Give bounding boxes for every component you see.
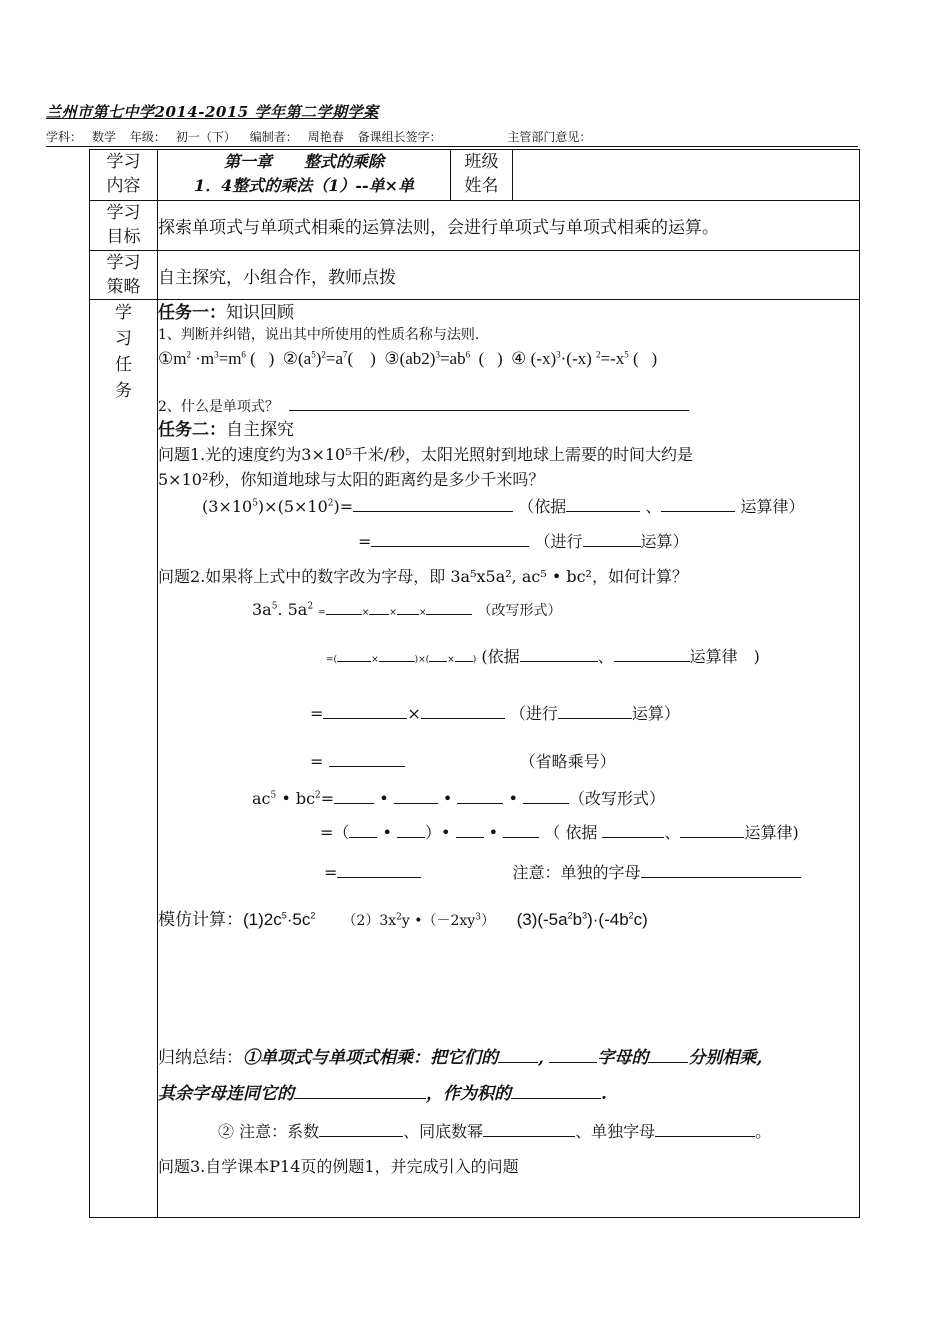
p1-op-blank[interactable] bbox=[583, 530, 641, 547]
lesson-title-cell bbox=[158, 150, 451, 201]
p1-law-blank-1[interactable] bbox=[566, 495, 640, 512]
step3-blank-1[interactable] bbox=[323, 702, 407, 719]
summary-blank-5[interactable] bbox=[511, 1082, 601, 1099]
editor-label: 编制者： bbox=[249, 130, 298, 144]
note2-blank-1[interactable] bbox=[319, 1120, 403, 1137]
task-label-3: 任 bbox=[115, 355, 132, 375]
meta-line bbox=[46, 128, 858, 147]
p2-line: 问题2.如果将上式中的数字改为字母，即 3a⁵x5a², ac⁵ • bc²，如何计算？ bbox=[158, 567, 688, 586]
p2-step3: = × （进行 运算） bbox=[310, 704, 680, 723]
judge-items: $①m^2 \cdot m^3=m^6$ ( ) $②(a^5)^2=a^7$( ) $③(ab2)^3=ab^6$ ( ) ④ $(-x)^3\cdot(-x)$ $^2=-x^5$ ( ) bbox=[158, 349, 658, 368]
content-label-2: 内容 bbox=[106, 176, 141, 196]
summary-line2a: 其余字母连同它的 bbox=[158, 1084, 294, 1104]
summary-line1: 归纳总结：①单项式与单项式相乘：把它们的 , 字母的 分别相乘, bbox=[158, 1048, 763, 1068]
mimic-label: 模仿计算： bbox=[158, 910, 243, 930]
content-label-cell bbox=[90, 150, 158, 201]
note2-mid1: 、同底数幂 bbox=[403, 1122, 484, 1141]
p1-calc2-blank[interactable] bbox=[371, 530, 529, 547]
summary-part1: ①单项式与单项式相乘：把它们的 bbox=[243, 1048, 498, 1068]
p1-calc: $(3\times 10^5)\times(5\times 10^2)=$ （依据 、 运算律） bbox=[202, 497, 805, 516]
task-content-cell bbox=[158, 300, 860, 1218]
task1-title: 任务一： bbox=[158, 303, 226, 323]
step2-blank[interactable] bbox=[455, 645, 473, 662]
q2-blank[interactable] bbox=[289, 394, 689, 411]
summary-blank-4[interactable] bbox=[294, 1082, 426, 1099]
school-header: 兰州市第七中学2014-2015 学年第二学期学案 bbox=[46, 103, 379, 121]
goal-label-1: 学习 bbox=[106, 203, 141, 223]
summary-blank-3[interactable] bbox=[648, 1046, 688, 1063]
lesson-table bbox=[89, 149, 860, 1218]
note2-end: 。 bbox=[755, 1122, 772, 1141]
p2-ac-step3: = 注意：单独的字母 bbox=[158, 850, 859, 896]
p1-law: 运算律） bbox=[740, 497, 805, 516]
task-label-4: 务 bbox=[115, 381, 132, 401]
editor-value: 周艳春 bbox=[307, 130, 344, 144]
note2-mid2: 、单独字母 bbox=[575, 1122, 656, 1141]
p1-calc-blank[interactable] bbox=[353, 495, 513, 512]
step3-blank-2[interactable] bbox=[421, 702, 505, 719]
chapter-title: 第一章 整式的乘除 bbox=[223, 152, 384, 171]
strategy-text: 自主探究，小组合作，教师点拨 bbox=[158, 251, 860, 300]
note-single: 注意：单独的字母 bbox=[512, 863, 641, 882]
ac-rewrite-blank[interactable] bbox=[523, 787, 569, 804]
p1-yunsuan: 运算） bbox=[640, 532, 689, 551]
step4-blank[interactable] bbox=[329, 750, 405, 767]
signer-label: 备课组长签字： bbox=[357, 130, 442, 144]
p1-line1: 问题1.光的速度约为3×10⁵千米/秒，太阳光照射到地球上需要的时间大约是 bbox=[158, 445, 694, 464]
p1-jinxing: （进行 bbox=[534, 532, 583, 551]
note2-line bbox=[158, 1113, 859, 1151]
grade-label: 年级： bbox=[129, 130, 166, 144]
note2-blank-3[interactable] bbox=[655, 1120, 755, 1137]
task-label-cell bbox=[90, 300, 158, 1218]
p1-line2: 5×10²秒，你知道地球与太阳的距离约是多少千米吗？ bbox=[158, 470, 545, 489]
task2-title-rest: 自主探究 bbox=[226, 420, 294, 440]
p2-shenglue: （省略乘号） bbox=[519, 752, 616, 771]
p2-law3: 运算律) bbox=[744, 823, 799, 842]
step3-op-blank[interactable] bbox=[558, 702, 632, 719]
p2-jinxing: （进行 bbox=[509, 704, 558, 723]
summary-blank-1[interactable] bbox=[498, 1046, 538, 1063]
class-name-value-cell bbox=[513, 150, 860, 201]
dept-label: 主管部门意见： bbox=[507, 130, 592, 144]
task2-title: 任务二： bbox=[158, 420, 226, 440]
summary-part2: 字母的 bbox=[597, 1048, 649, 1068]
note2-prefix: ② 注意：系数 bbox=[218, 1122, 320, 1141]
p2-law-blank-2[interactable] bbox=[614, 645, 690, 662]
content-label-1: 学习 bbox=[106, 152, 141, 172]
goal-text: 探索单项式与单项式相乘的运算法则，会进行单项式与单项式相乘的运算。 bbox=[158, 201, 860, 251]
p2-step2: =( × )×( × ) (依据 、 运算律 ) bbox=[326, 647, 760, 666]
task1-q2: 2、什么是单项式？ bbox=[158, 399, 279, 415]
ac-law-blank-1[interactable] bbox=[602, 821, 664, 838]
p2-gaixie: （改写形式） bbox=[477, 603, 562, 619]
ac-step3-blank[interactable] bbox=[337, 861, 421, 878]
p2-ac-step2: =（ • ）• • （ 依据 、 运算律) bbox=[320, 823, 799, 842]
p1-law-blank-2[interactable] bbox=[661, 495, 735, 512]
p1-sep: 、 bbox=[645, 497, 662, 516]
p2-ac-rewrite: $ac^5$ • $bc^2=$ • • • （改写形式） bbox=[252, 789, 666, 808]
rewrite-blank[interactable] bbox=[426, 598, 472, 615]
p2-yiju3: （ 依据 bbox=[544, 823, 598, 842]
p3-line: 问题3.自学课本P14页的例题1，并完成引入的问题 bbox=[158, 1157, 519, 1176]
task1-title-rest: 知识回顾 bbox=[226, 303, 294, 323]
task-label-2: 习 bbox=[115, 329, 132, 349]
strategy-label-1: 学习 bbox=[106, 253, 141, 273]
p2-gaixie2: （改写形式） bbox=[569, 789, 666, 808]
ac-step2-blank[interactable] bbox=[503, 821, 539, 838]
note2-blank-2[interactable] bbox=[483, 1120, 575, 1137]
summary-line2: 其余字母连同它的 ，作为积的 . bbox=[158, 1084, 607, 1104]
summary-blank-2[interactable] bbox=[549, 1046, 597, 1063]
p2-yunsuan: 运算） bbox=[631, 704, 680, 723]
name-label: 姓名 bbox=[464, 176, 499, 196]
lesson-title: 1．4整式的乘法（1）--单×单 bbox=[193, 176, 415, 195]
task1-q1: 1、判断并纠错，说出其中所使用的性质名称与法则. bbox=[158, 327, 480, 343]
task-label-1: 学 bbox=[115, 303, 132, 323]
strategy-label-cell bbox=[90, 251, 158, 300]
task1-q2-line bbox=[158, 394, 859, 418]
p1-calc2: = （进行 运算） bbox=[358, 532, 689, 551]
p2-law: 运算律 ) bbox=[689, 647, 760, 666]
p1-yiju: （依据 bbox=[518, 497, 567, 516]
p2-rewrite: $3a^5$. $5a^2$ = × × × （改写形式） bbox=[252, 600, 562, 619]
goal-label-cell bbox=[90, 201, 158, 251]
ac-law-blank-2[interactable] bbox=[680, 821, 744, 838]
goal-label-2: 目标 bbox=[106, 227, 141, 247]
p2-step4: = （省略乘号） bbox=[310, 752, 616, 771]
subject-value: 数学 bbox=[92, 130, 117, 144]
p2-yiju: (依据 bbox=[481, 647, 520, 666]
subject-label: 学科： bbox=[46, 130, 83, 144]
class-name-label-cell bbox=[451, 150, 513, 201]
summary-part3: 分别相乘, bbox=[688, 1048, 763, 1068]
mimic-line: 模仿计算：$(1)2c^5\cdot 5c^2$ $(2)3x^2y$ $•(-2xy^3)$ $(3)(-5a^2b^3)\cdot(-4b^2c)$ bbox=[158, 910, 648, 930]
class-label: 班级 bbox=[464, 152, 499, 172]
note-single-blank[interactable] bbox=[641, 861, 801, 878]
grade-value: 初一（下） bbox=[175, 130, 236, 144]
strategy-label-2: 策略 bbox=[106, 277, 141, 297]
summary-label: 归纳总结： bbox=[158, 1048, 243, 1068]
summary-line2b: ，作为积的 bbox=[426, 1084, 511, 1104]
p2-law-blank-1[interactable] bbox=[520, 645, 598, 662]
